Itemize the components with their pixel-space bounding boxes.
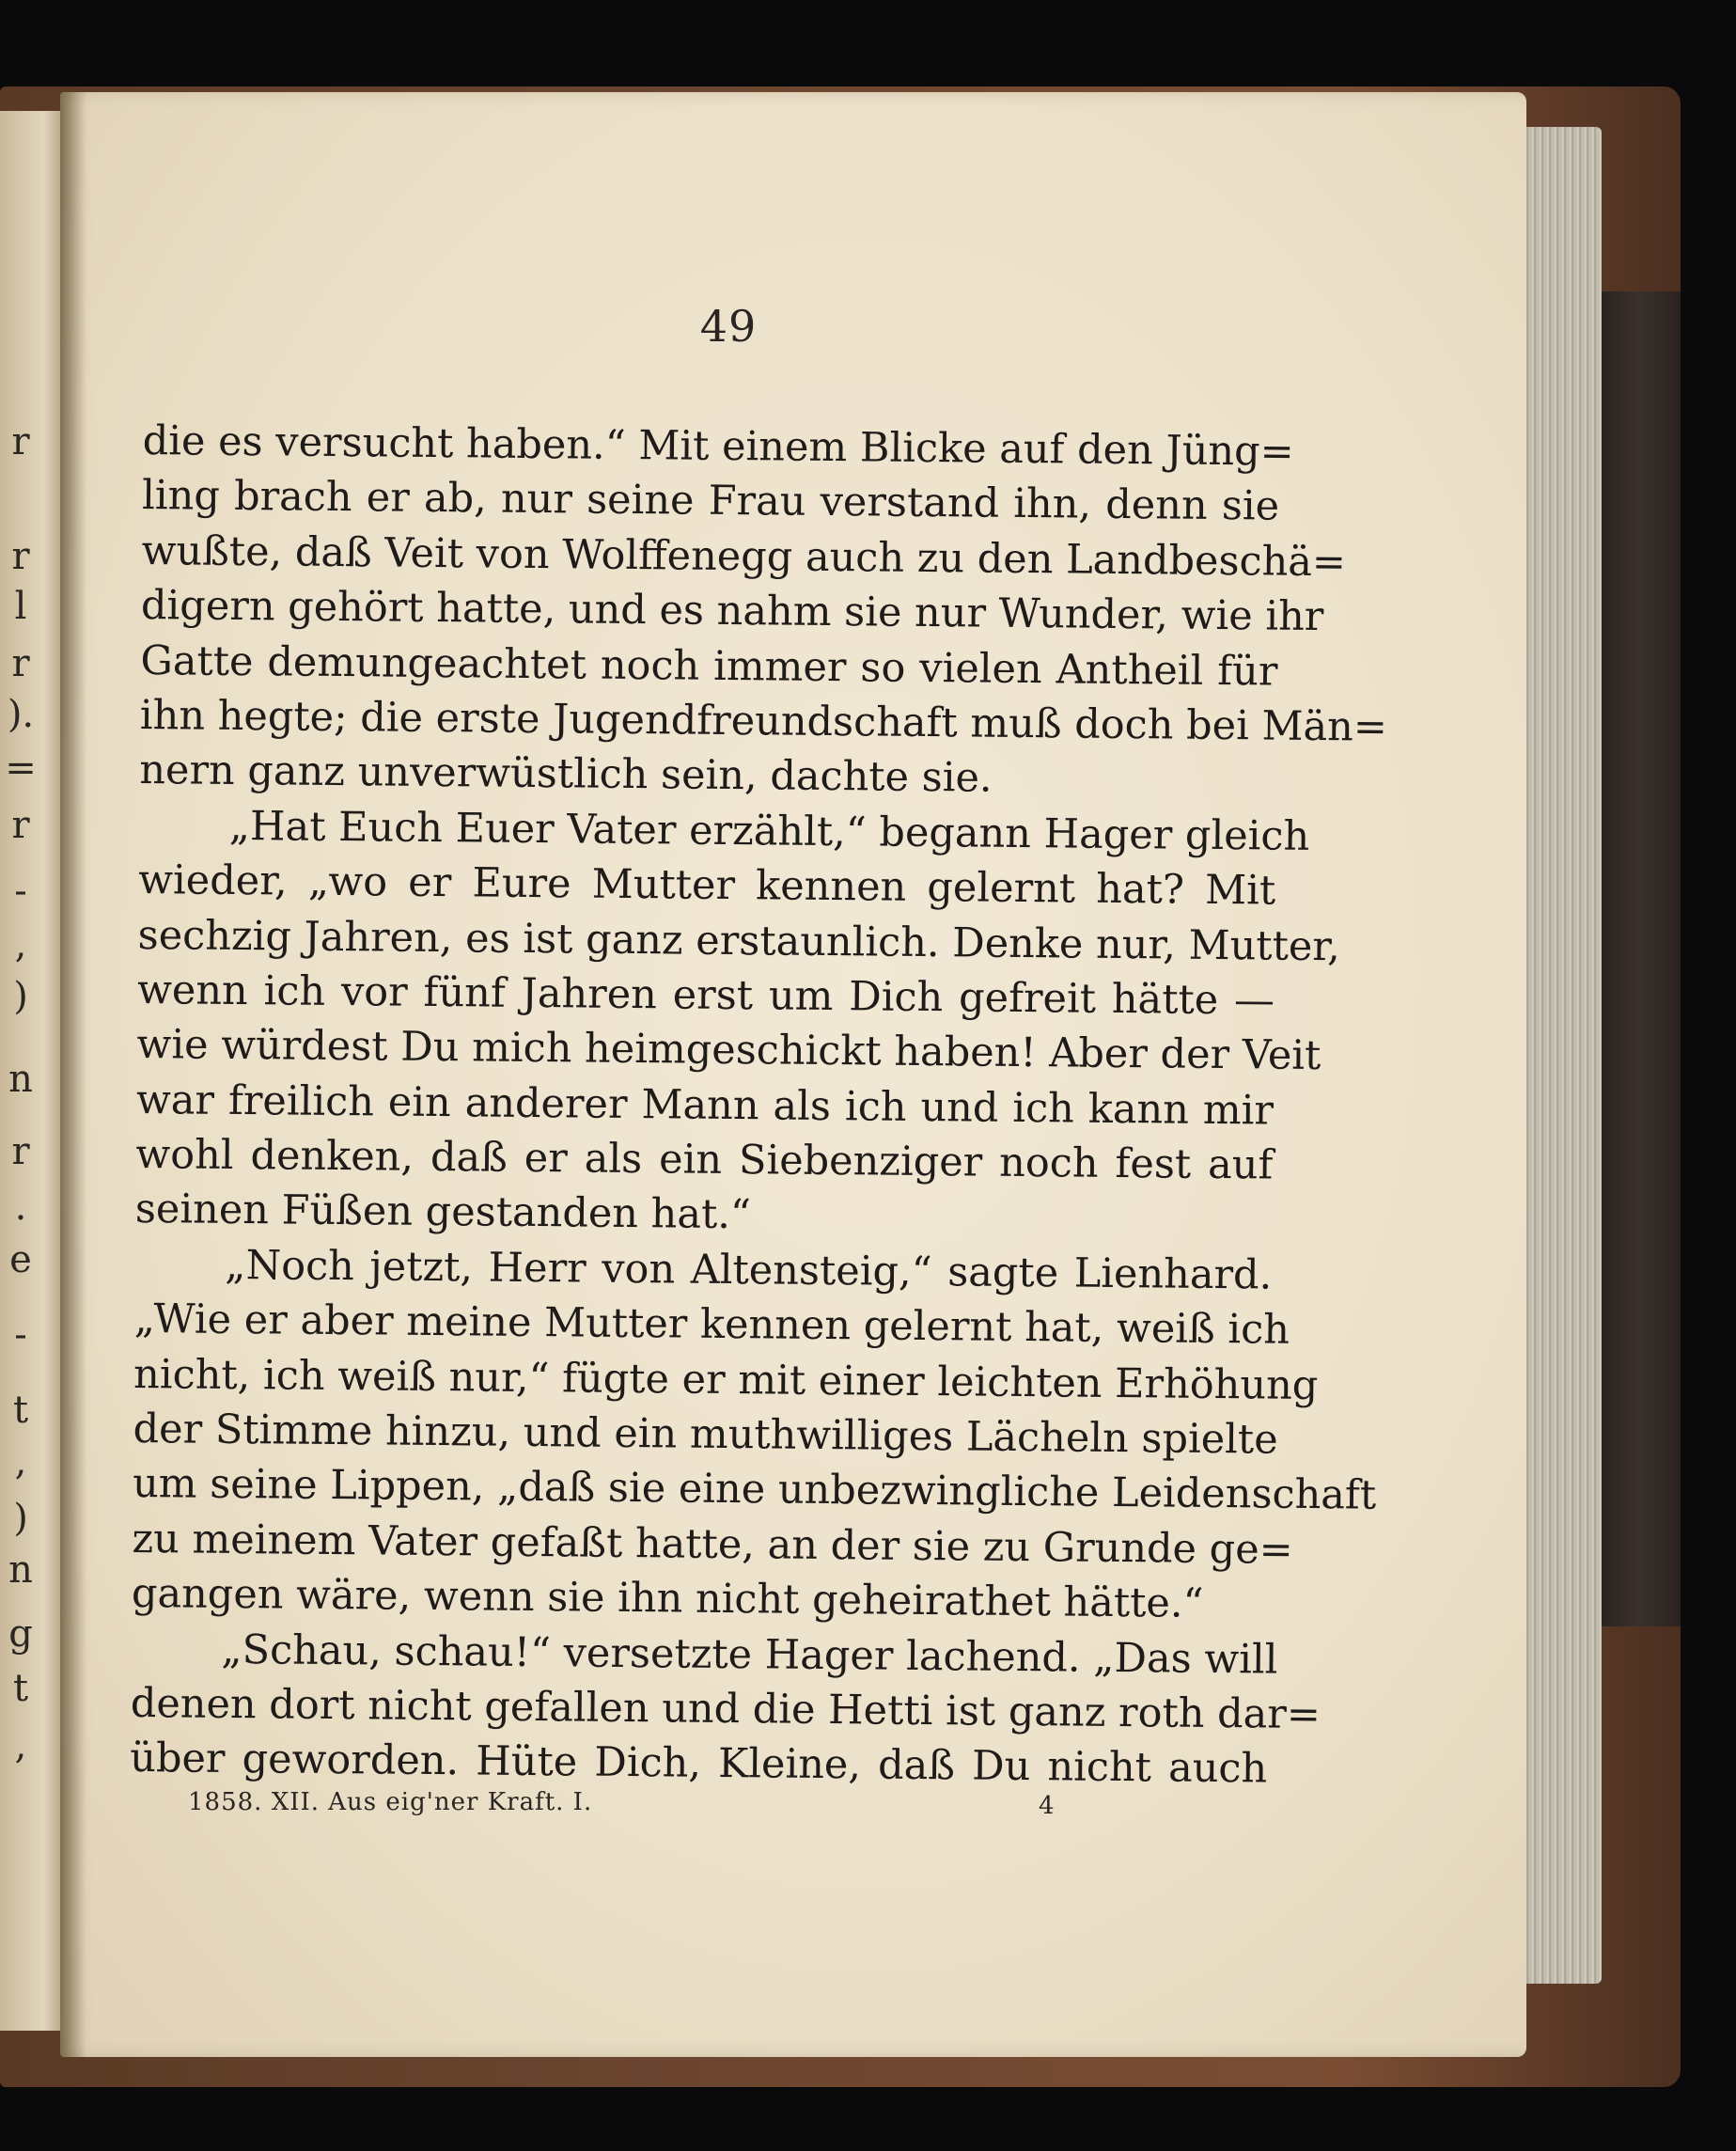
text-line: wenn ich vor fünf Jahren erst um Dich gefreit hätte — xyxy=(136,966,1275,1025)
text-line: „Hat Euch Euer Vater erzählt,“ begann Hager gleich xyxy=(228,802,1310,860)
facing-page-fragment: t xyxy=(12,1667,29,1710)
facing-page-fragment: ) xyxy=(13,975,28,1018)
facing-page-fragment: , xyxy=(14,1440,27,1484)
text-line: wie würdest Du mich heimgeschickt haben! Aber der Veit xyxy=(136,1021,1322,1080)
text-line: „Noch jetzt, Herr von Altensteig,“ sagte Lienhard. xyxy=(225,1241,1273,1299)
facing-page-fragment: n xyxy=(8,1058,33,1101)
facing-page-fragment: e xyxy=(9,1238,32,1281)
facing-page-fragment: - xyxy=(14,1313,27,1357)
text-line: sechzig Jahren, es ist ganz erstaunlich. Denke nur, Mutter, xyxy=(137,911,1341,970)
facing-page-fragment: r xyxy=(11,642,30,685)
page-gutter-shadow xyxy=(60,92,86,2057)
text-line: ihn hegte; die erste Jugendfreundschaft muß doch bei Män= xyxy=(139,691,1388,751)
facing-page-fragment: ) xyxy=(13,1497,28,1540)
text-line: nicht, ich weiß nur,“ fügte er mit einer leichten Erhöhung xyxy=(133,1350,1319,1409)
facing-page-fragment: n xyxy=(8,1548,33,1592)
facing-page-fragment: , xyxy=(14,1724,27,1767)
text-line: war freilich ein anderer Mann als ich und ich kann mir xyxy=(135,1076,1275,1135)
text-line: ling brach er ab, nur seine Frau verstand ihn, denn sie xyxy=(141,472,1280,531)
printer-signature: 1858. XII. Aus eig'ner Kraft. I. xyxy=(188,1788,593,1816)
text-line: zu meinem Vater gefaßt hatte, an der sie zu Grunde ge= xyxy=(132,1515,1293,1574)
facing-page-fragment: r xyxy=(11,420,30,463)
page-number: 49 xyxy=(699,301,758,352)
facing-page-sliver xyxy=(0,111,62,2031)
facing-page-fragment: - xyxy=(14,870,27,913)
text-line: „Wie er aber meine Mutter kennen gelernt hat, weiß ich xyxy=(133,1295,1290,1355)
text-line: um seine Lippen, „daß sie eine unbezwingliche Leidenschaft xyxy=(132,1460,1377,1520)
facing-page-fragment: g xyxy=(8,1612,33,1656)
text-line: wußte, daß Veit von Wolffenegg auch zu den Landbeschä= xyxy=(141,526,1347,587)
text-line: der Stimme hinzu, und ein muthwilliges Lächeln spielte xyxy=(133,1405,1278,1464)
text-line: gangen wäre, wenn sie ihn nicht geheirathet hätte.“ xyxy=(131,1570,1204,1628)
text-line: denen dort nicht gefallen und die Hetti ist ganz roth dar= xyxy=(130,1679,1322,1739)
sheet-number: 4 xyxy=(1039,1792,1055,1820)
text-line: die es versucht haben.“ Mit einem Blicke auf den Jüng= xyxy=(142,416,1294,476)
text-line: nern ganz unverwüstlich sein, dachte sie. xyxy=(139,746,993,803)
text-line: „Schau, schau!“ versetzte Hager lachend. „Das will xyxy=(221,1625,1278,1684)
text-line: über geworden. Hüte Dich, Kleine, daß Du nicht auch xyxy=(130,1735,1268,1793)
facing-page-fragment: t xyxy=(12,1389,29,1432)
page-edges xyxy=(1515,127,1602,1984)
facing-page-fragment: ). xyxy=(7,693,35,736)
text-line: digern gehört hatte, und es nahm sie nur Wunder, wie ihr xyxy=(140,582,1324,641)
text-line: wohl denken, daß er als ein Siebenziger noch fest auf xyxy=(135,1131,1274,1189)
text-line: Gatte demungeachtet noch immer so vielen Antheil für xyxy=(140,636,1278,696)
facing-page-fragment: l xyxy=(14,585,27,628)
facing-page-fragment: r xyxy=(11,535,30,578)
page-footer xyxy=(188,1788,1090,1826)
facing-page-fragment: r xyxy=(11,1130,30,1173)
text-line: wieder, „wo er Eure Mutter kennen gelernt hat? Mit xyxy=(137,856,1276,915)
text-line: seinen Füßen gestanden hat.“ xyxy=(134,1185,752,1239)
facing-page-fragment: r xyxy=(11,804,30,847)
facing-page-fragment: , xyxy=(14,923,27,966)
body-text xyxy=(130,414,1388,1797)
facing-page-fragment: . xyxy=(14,1185,27,1229)
facing-page-fragment: = xyxy=(5,746,37,790)
book-cover-edge xyxy=(1598,291,1681,1626)
